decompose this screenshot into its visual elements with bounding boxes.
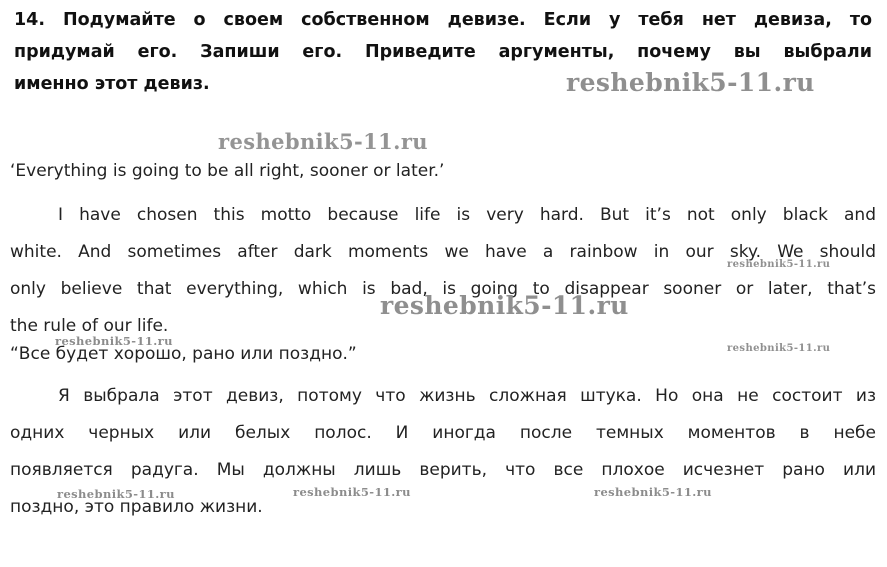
task-heading-line-3: именно этот девиз. <box>14 74 210 94</box>
russian-paragraph-line-2: одних черных или белых полос. И иногда после темных моментов в небе <box>10 423 876 443</box>
english-paragraph-line-2: white. And sometimes after dark moments we have a rainbow in our sky. We should <box>10 242 876 262</box>
english-motto-quote: ‘Everything is going to be all right, sooner or later.’ <box>10 161 445 181</box>
watermark: reshebnik5-11.ru <box>727 343 831 354</box>
russian-paragraph-text-1: Я выбрала этот девиз, потому что жизнь сложная штука. Но она не состоит из <box>58 386 876 406</box>
russian-paragraph-line-3: появляется радуга. Мы должны лишь верить, что все плохое исчезнет рано или <box>10 460 876 480</box>
watermark: reshebnik5-11.ru <box>55 334 173 348</box>
russian-paragraph-line-4: поздно, это правило жизни. <box>10 497 263 517</box>
watermark: reshebnik5-11.ru <box>594 485 712 499</box>
task-heading-text-1: Подумайте о своем собственном девизе. Если у тебя нет девиза, то <box>62 10 873 30</box>
watermark: reshebnik5-11.ru <box>566 68 815 97</box>
english-paragraph-line-4: the rule of our life. <box>10 316 169 336</box>
task-heading-line-2: придумай его. Запиши его. Приведите аргументы, почему вы выбрали <box>14 42 872 62</box>
russian-answer-paragraph <box>10 378 876 526</box>
watermark: reshebnik5-11.ru <box>218 129 428 154</box>
russian-motto-quote: “Все будет хорошо, рано или поздно.” <box>10 344 357 364</box>
task-heading <box>14 4 872 100</box>
english-paragraph-text-1: I have chosen this motto because life is very hard. But it’s not only black and <box>58 205 876 225</box>
english-answer-paragraph <box>10 197 876 345</box>
watermark: reshebnik5-11.ru <box>57 487 175 501</box>
task-number: 14. <box>14 10 46 30</box>
watermark: reshebnik5-11.ru <box>293 485 411 499</box>
english-paragraph-line-3: only believe that everything, which is bad, is going to disappear sooner or later, that’s <box>10 279 876 299</box>
watermark: reshebnik5-11.ru <box>727 259 831 270</box>
russian-paragraph-line-1 <box>10 378 876 415</box>
task-heading-line-1 <box>14 4 872 36</box>
english-paragraph-line-1 <box>10 197 876 234</box>
watermark: reshebnik5-11.ru <box>380 291 629 320</box>
